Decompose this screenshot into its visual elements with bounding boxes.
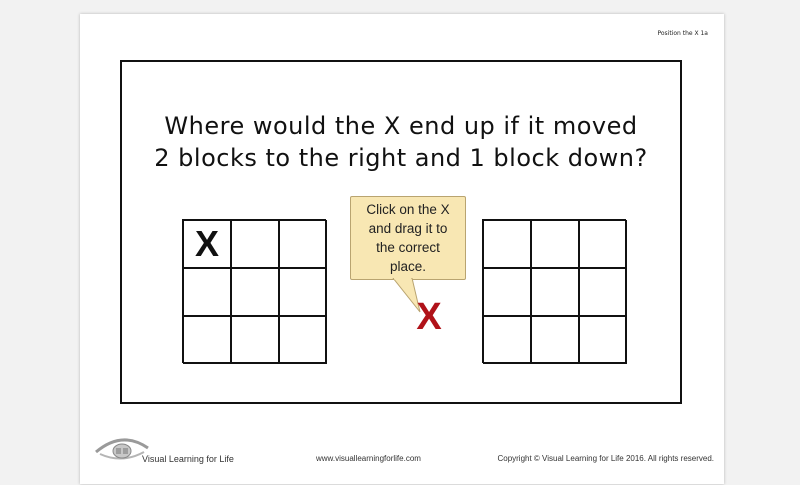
source-grid-cell bbox=[183, 316, 231, 364]
page-label: Position the X 1a bbox=[657, 30, 708, 37]
instruction-bubble bbox=[350, 196, 466, 280]
target-grid-cell[interactable] bbox=[483, 316, 531, 364]
footer-url[interactable]: www.visuallearningforlife.com bbox=[316, 454, 421, 463]
draggable-x[interactable]: X bbox=[416, 296, 442, 338]
target-grid-cell[interactable] bbox=[483, 268, 531, 316]
source-grid-cell bbox=[231, 316, 279, 364]
footer-brand: Visual Learning for Life bbox=[142, 454, 234, 464]
instruction-line-2: and drag it to bbox=[368, 221, 448, 236]
target-grid-cell[interactable] bbox=[483, 220, 531, 268]
question-line-1: Where would the X end up if it moved bbox=[164, 112, 638, 140]
target-grid-cell[interactable] bbox=[579, 316, 627, 364]
target-grid-cell[interactable] bbox=[579, 220, 627, 268]
instruction-line-3: the correct bbox=[376, 240, 440, 255]
source-grid bbox=[182, 219, 326, 363]
source-grid-cell: X bbox=[183, 220, 231, 268]
target-grid-cell[interactable] bbox=[531, 316, 579, 364]
worksheet-page bbox=[80, 14, 724, 484]
target-grid-cell[interactable] bbox=[531, 268, 579, 316]
source-grid-cell bbox=[183, 268, 231, 316]
target-grid bbox=[482, 219, 626, 363]
source-grid-cell bbox=[279, 268, 327, 316]
source-grid-cell bbox=[279, 316, 327, 364]
footer-copyright: Copyright © Visual Learning for Life 2016. All rights reserved. bbox=[497, 454, 714, 463]
source-grid-cell bbox=[279, 220, 327, 268]
source-grid-cell bbox=[231, 268, 279, 316]
instruction-line-1: Click on the X bbox=[366, 202, 450, 217]
instruction-line-4: place. bbox=[389, 259, 426, 274]
question-line-2: 2 blocks to the right and 1 block down? bbox=[154, 144, 648, 172]
target-grid-cell[interactable] bbox=[531, 220, 579, 268]
activity-frame bbox=[120, 60, 682, 404]
target-grid-cell[interactable] bbox=[579, 268, 627, 316]
source-grid-cell bbox=[231, 220, 279, 268]
